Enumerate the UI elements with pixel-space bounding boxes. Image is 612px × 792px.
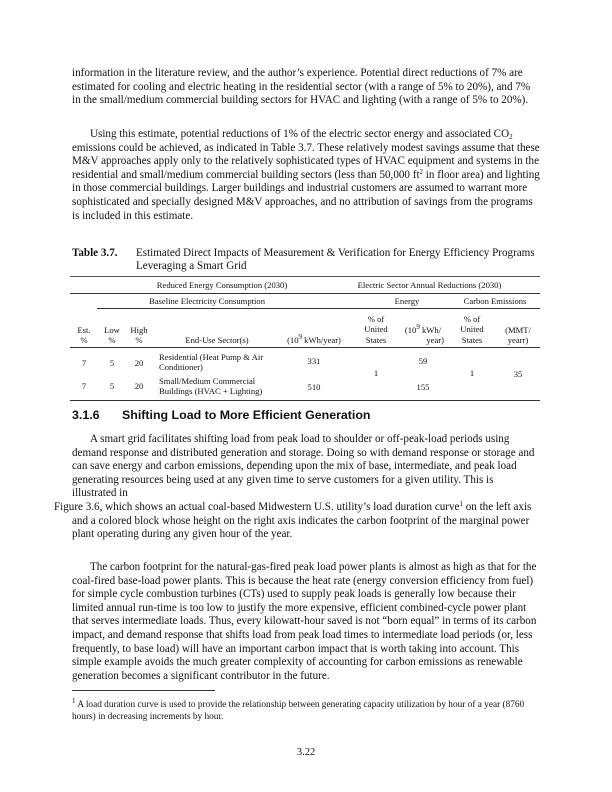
- section-title: Shifting Load to More Efficient Generation: [122, 408, 371, 422]
- header-electric-sector: Electric Sector Annual Reductions (2030): [357, 280, 502, 290]
- cell-energy-pct-merged: 1: [373, 368, 379, 378]
- text: Figure 3.6, which shows an actual coal-based Midwestern U.S. utility’s load duration curve: [54, 500, 460, 513]
- line: Buildings (HVAC + Lighting): [159, 386, 263, 397]
- cell-high: 20: [134, 358, 144, 368]
- cell-carbon-pct-merged: 1: [469, 368, 475, 378]
- cell-energy-kwh: 59: [418, 356, 428, 366]
- footnote-separator: [72, 690, 215, 691]
- table-caption-label: Table 3.7.: [72, 247, 118, 259]
- line: (MMT/: [505, 325, 531, 335]
- footnote-marker: 1: [72, 697, 76, 705]
- line: % of: [367, 314, 385, 324]
- text: emissions could be achieved, as indicated in Table 3.7. These relatively modest savings assume that these M&V approaches apply only to the relatively sophisticated types of HVAC equipment and systems in the residential and small/medium commercial building sectors (less than 50,000 ft: [72, 141, 540, 181]
- table-rule-3: [97, 308, 540, 309]
- line: States: [365, 334, 387, 345]
- text: kWh/: [419, 325, 442, 335]
- cell-est: 7: [81, 358, 87, 368]
- line: year): [426, 335, 444, 346]
- text: Using this estimate, potential reductions of 1% of the electric sector energy and associated CO: [90, 128, 510, 140]
- text: on the left axis and a colored block whose height on the right axis indicates the carbon footprint of the marginal power plant operating during any given hour of the year.: [72, 500, 532, 541]
- col-high-line1: High: [130, 325, 148, 335]
- col-est-line2: %: [80, 335, 88, 346]
- line: United: [364, 324, 388, 335]
- cell-high: 20: [134, 381, 144, 391]
- text: (10: [404, 325, 417, 335]
- col-high-line2: %: [135, 335, 143, 346]
- line: Small/Medium Commercial: [159, 376, 256, 386]
- header-energy: Energy: [394, 296, 420, 306]
- col-carbon-pct: [452, 314, 492, 345]
- subscript: 2: [509, 133, 513, 141]
- text: A smart grid facilitates shifting load from peak load to shoulder or off-peak-load periods using demand response and distributed generation and storage. Doing so with demand response or storage and can save energy and carbon emissions, depending upon the mix of base, intermediate, and peak load generating resources being used at any given time to serve customers for a given utility. This is illustrated in: [72, 433, 535, 500]
- cell-baseline: 331: [307, 356, 321, 366]
- paragraph-shifting-load: [54, 433, 540, 542]
- line: yearr): [507, 335, 529, 346]
- cell-carbon-mmt-merged: 35: [513, 369, 523, 379]
- cell-low: 5: [109, 358, 115, 368]
- section-heading: [72, 408, 371, 423]
- footnote-ref[interactable]: 1: [459, 499, 463, 508]
- paragraph-carbon-footprint: The carbon footprint for the natural-gas-fired peak load power plants is almost as high as that for the coal-fired base-load power plants. This is because the heat rate (energy conversion efficiency from fuel) for simple cycle combustion turbines (CTs) used to supply peak loads is generally low because their limited annual run-time is too low to justify the more expensive, efficient combined-cycle power plant that serves intermediate loads. Thus, every kilowatt-hour saved is not “born equal” in terms of its carbon impact, and demand response that shifts load from peak load times to intermediate load periods (or, less frequently, to base load) will have an important carbon impact that is worth taking into account. This simple example avoids the much greater complexity of accounting for carbon emissions as renewable generation becomes a significant contributor in the future.: [72, 561, 537, 682]
- table-rule-2: [70, 293, 540, 294]
- header-reduced-energy: Reduced Energy Consumption (2030): [156, 280, 288, 290]
- col-high: [126, 325, 152, 346]
- superscript: 9: [416, 323, 420, 331]
- line: % of: [463, 314, 481, 324]
- col-carbon-mmt: [496, 325, 540, 346]
- cell-sector: [159, 352, 279, 373]
- text: in floor area) and lighting in those commercial buildings. Larger buildings and industrial customers are assumed to warrant more sophisticated and specially designed M&V approaches, and no attribution of savings from the programs is included in this estimate.: [72, 168, 540, 222]
- table-header-rule: [70, 347, 540, 348]
- col-est-line1: Est.: [77, 325, 91, 335]
- cell-low: 5: [109, 381, 115, 391]
- header-carbon-emissions: Carbon Emissions: [463, 296, 527, 306]
- col-low-line1: Low: [104, 325, 120, 335]
- section-number: 3.1.6: [72, 408, 100, 422]
- col-est: [72, 325, 96, 346]
- col-baseline-kwh: [274, 335, 354, 345]
- line: States: [461, 334, 483, 345]
- table-caption: [72, 247, 540, 274]
- cell-est: 7: [81, 381, 87, 391]
- table-bottom-rule: [70, 400, 540, 401]
- page-number: 3.22: [296, 747, 316, 758]
- text: kWh/year): [302, 335, 341, 345]
- paragraph-mv-estimate: [72, 128, 540, 223]
- col-low: [100, 325, 124, 346]
- col-energy-kwh: [398, 325, 448, 346]
- footnote: [72, 699, 540, 723]
- line: Residential (Heat Pump & Air: [159, 352, 264, 362]
- col-energy-pct: [356, 314, 396, 345]
- superscript: 2: [419, 167, 424, 176]
- line: Conditioner): [159, 362, 203, 373]
- cell-energy-kwh: 155: [416, 382, 430, 392]
- cell-sector: [159, 376, 279, 397]
- col-low-line2: %: [108, 335, 116, 346]
- header-baseline: Baseline Electricity Consumption: [149, 296, 265, 306]
- superscript: 9: [298, 333, 303, 341]
- col-end-use-sector: End-Use Sector(s): [185, 335, 249, 345]
- paragraph-intro-continued: information in the literature review, and the author’s experience. Potential direct reductions of 7% are estimated for cooling and electric heating in the residential sector (with a range of 5% to 20%), and 7% in the small/medium commercial building sectors for HVAC and lighting (with a range of 5% to 20%).: [72, 67, 531, 107]
- text: (10: [287, 335, 299, 345]
- table-top-rule: [70, 276, 540, 277]
- cell-baseline: 510: [307, 382, 321, 392]
- footnote-text: A load duration curve is used to provide the relationship between generating capacity utilization by hour of a year (8760 hours) in decreasing increments by hour.: [72, 700, 525, 722]
- table-caption-text: Estimated Direct Impacts of Measurement & Verification for Energy Efficiency Programs Leveraging a Smart Grid: [136, 247, 535, 273]
- line: United: [460, 324, 484, 335]
